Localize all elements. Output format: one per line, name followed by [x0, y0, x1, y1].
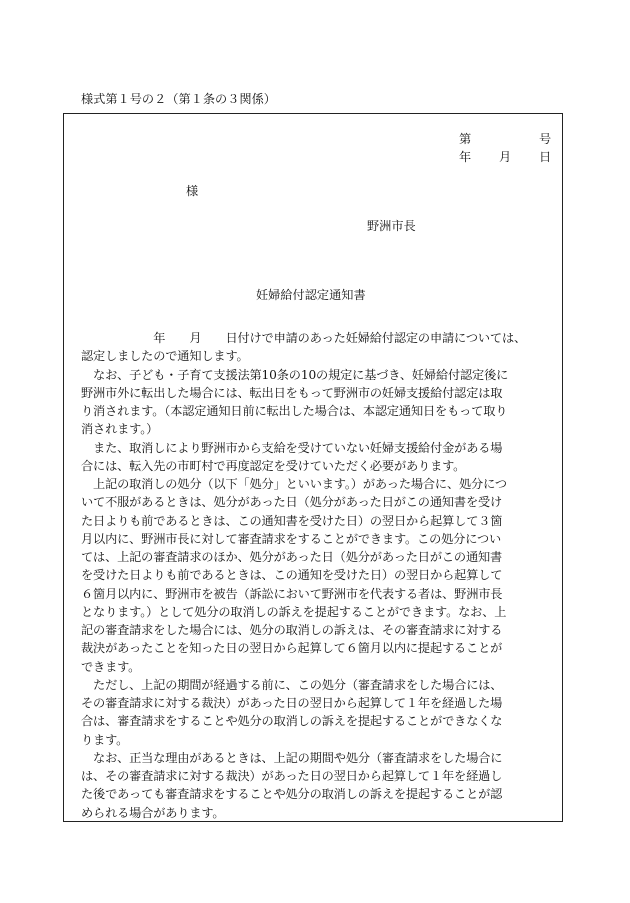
date-year-label: 年: [459, 150, 472, 164]
body-line: いて不服があるときは、処分があった日（処分があった日がこの通知書を受け: [81, 495, 503, 510]
body-line: た日よりも前であるときは、この通知書を受けた日）の翌日から起算して３箇: [81, 513, 503, 528]
body-line: 上記の取消しの処分（以下「処分」といいます。）があった場合に、処分につ: [81, 477, 507, 491]
date-month-label: 月: [499, 150, 512, 164]
body-line: ただし、上記の期間が経過する前に、この処分（審査請求をした場合には、: [81, 677, 503, 692]
document-title: 妊婦給付認定通知書: [256, 288, 366, 302]
body-line: められる場合があります。: [81, 805, 225, 820]
notice-body: [81, 329, 556, 822]
body-line: り消されます。（本認定通知日前に転出した場合は、本認定通知日をもって取り: [81, 404, 508, 418]
body-line: なお、正当な理由があるときは、上記の期間や処分（審査請求をした場合に: [81, 750, 503, 765]
body-line: ６箇月以内に、野洲市を被告（訴訟において野洲市を代表する者は、野洲市長: [81, 586, 503, 601]
addressee-suffix: 様: [186, 184, 199, 198]
body-line: は、その審査請求に対する裁決）があった日の翌日から起算して１年を経過し: [81, 769, 503, 783]
body-line: 年 月 日付けで申請のあった妊婦給付認定の申請については、: [81, 331, 527, 345]
body-line: 合には、転入先の市町村で再度認定を受けていただく必要があります。: [81, 458, 466, 473]
doc-number-prefix: 第: [459, 132, 472, 146]
body-line: 月以内に、野洲市長に対して審査請求をすることができます。この処分につい: [81, 531, 502, 546]
doc-number-suffix: 号: [539, 132, 552, 146]
body-line: その審査請求に対する裁決）があった日の翌日から起算して１年を経過した場: [81, 696, 503, 710]
body-line: ります。: [81, 732, 129, 747]
body-line: なお、子ども・子育て支援法第10条の10の規定に基づき、妊婦給付認定後に: [81, 367, 509, 382]
body-line: た後であっても審査請求をすることや処分の取消しの訴えを提起することが認: [81, 787, 503, 802]
body-line: 認定しましたので通知します。: [81, 349, 249, 364]
form-number-label: 様式第１号の２（第１条の３関係）: [81, 92, 276, 106]
body-line: できます。: [81, 659, 141, 674]
body-line: となります。）として処分の取消しの訴えを提起することができます。なお、上: [81, 604, 507, 619]
body-line: 合は、審査請求をすることや処分の取消しの訴えを提起することができなくな: [81, 714, 503, 729]
body-line: ては、上記の審査請求のほか、処分があった日（処分があった日がこの通知書: [81, 550, 503, 564]
body-line: 野洲市外に転出した場合には、転出日をもって野洲市の妊婦支援給付認定は取: [81, 385, 503, 400]
body-line: また、取消しにより野洲市から支給を受けていない妊婦支援給付金がある場: [81, 440, 503, 455]
body-line: を受けた日よりも前であるときは、この通知を受けた日）の翌日から起算して: [81, 568, 503, 583]
date-day-label: 日: [539, 150, 552, 164]
body-line: 裁決があったことを知った日の翌日から起算して６箇月以内に提起することが: [81, 641, 503, 656]
body-line: 消されます。）: [81, 422, 159, 437]
body-line: 記の審査請求をした場合には、処分の取消しの訴えは、その審査請求に対する: [81, 623, 503, 637]
issuer-name: 野洲市長: [367, 219, 416, 233]
